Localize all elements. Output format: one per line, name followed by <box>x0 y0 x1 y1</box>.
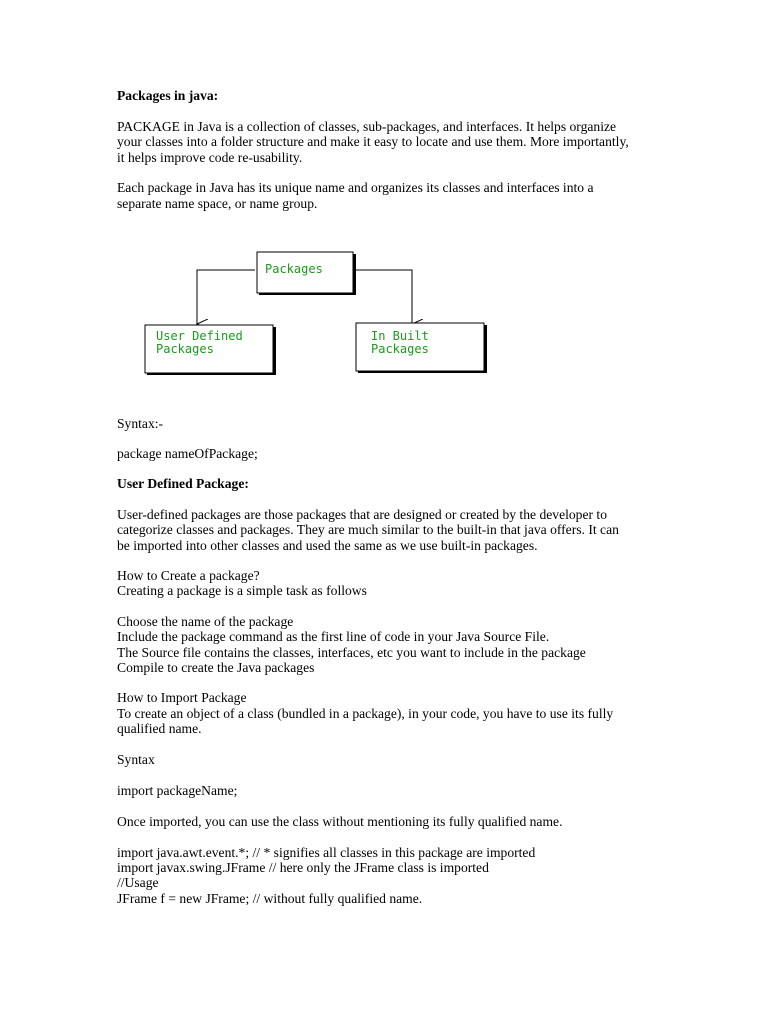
code-line: //Usage <box>117 875 159 890</box>
heading-user-defined-package: User Defined Package: <box>117 476 249 491</box>
user-defined-label-line-2: Packages <box>156 342 214 356</box>
syntax-label: Syntax:- <box>117 416 164 431</box>
connector-left <box>197 270 255 324</box>
step-item: Choose the name of the package <box>117 614 294 629</box>
syntax-code: package nameOfPackage; <box>117 446 258 461</box>
namespace-line-1: Each package in Java has its unique name and organizes its classes and interfaces into a <box>117 180 594 195</box>
intro-line-2: your classes into a folder structure and make it easy to locate and use them. More importantly, <box>117 134 629 149</box>
import-question: How to Import Package <box>117 690 247 705</box>
packages-root-box <box>257 252 356 295</box>
in-built-label-line-2: Packages <box>371 342 429 356</box>
user-defined-line-3: be imported into other classes and used the same as we use built-in packages. <box>117 538 538 553</box>
packages-root-label: Packages <box>265 262 323 276</box>
user-defined-label-line-1: User Defined <box>156 329 243 343</box>
step-item: The Source file contains the classes, interfaces, etc you want to include in the package <box>117 645 586 660</box>
package-hierarchy-diagram <box>140 242 492 376</box>
create-question: How to Create a package? <box>117 568 260 583</box>
code-line: import javax.swing.JFrame // here only the JFrame class is imported <box>117 860 489 875</box>
user-defined-packages-box <box>145 325 276 375</box>
step-item: Include the package command as the first line of code in your Java Source File. <box>117 629 550 644</box>
intro-line-3: it helps improve code re-usability. <box>117 150 303 165</box>
namespace-line-2: separate name space, or name group. <box>117 196 318 211</box>
syntax2-label: Syntax <box>117 752 155 767</box>
code-line: import java.awt.event.*; // * signifies all classes in this package are imported <box>117 845 536 860</box>
in-built-packages-box <box>356 323 487 373</box>
import-line-2: qualified name. <box>117 721 202 736</box>
heading-packages-in-java: Packages in java: <box>117 88 219 103</box>
create-answer: Creating a package is a simple task as follows <box>117 583 367 598</box>
import-line-1: To create an object of a class (bundled in a package), in your code, you have to use its fully <box>117 706 614 721</box>
intro-line-1: PACKAGE in Java is a collection of classes, sub-packages, and interfaces. It helps organize <box>117 119 617 134</box>
in-built-label-line-1: In Built <box>371 329 429 343</box>
user-defined-line-2: categorize classes and packages. They are much similar to the built-in that java offers. It can <box>117 522 619 537</box>
syntax2-code: import packageName; <box>117 783 238 798</box>
step-item: Compile to create the Java packages <box>117 660 315 675</box>
once-imported-text: Once imported, you can use the class without mentioning its fully qualified name. <box>117 814 563 829</box>
code-line: JFrame f = new JFrame; // without fully qualified name. <box>117 891 423 906</box>
user-defined-line-1: User-defined packages are those packages that are designed or created by the developer to <box>117 507 608 522</box>
connector-right <box>355 270 412 324</box>
